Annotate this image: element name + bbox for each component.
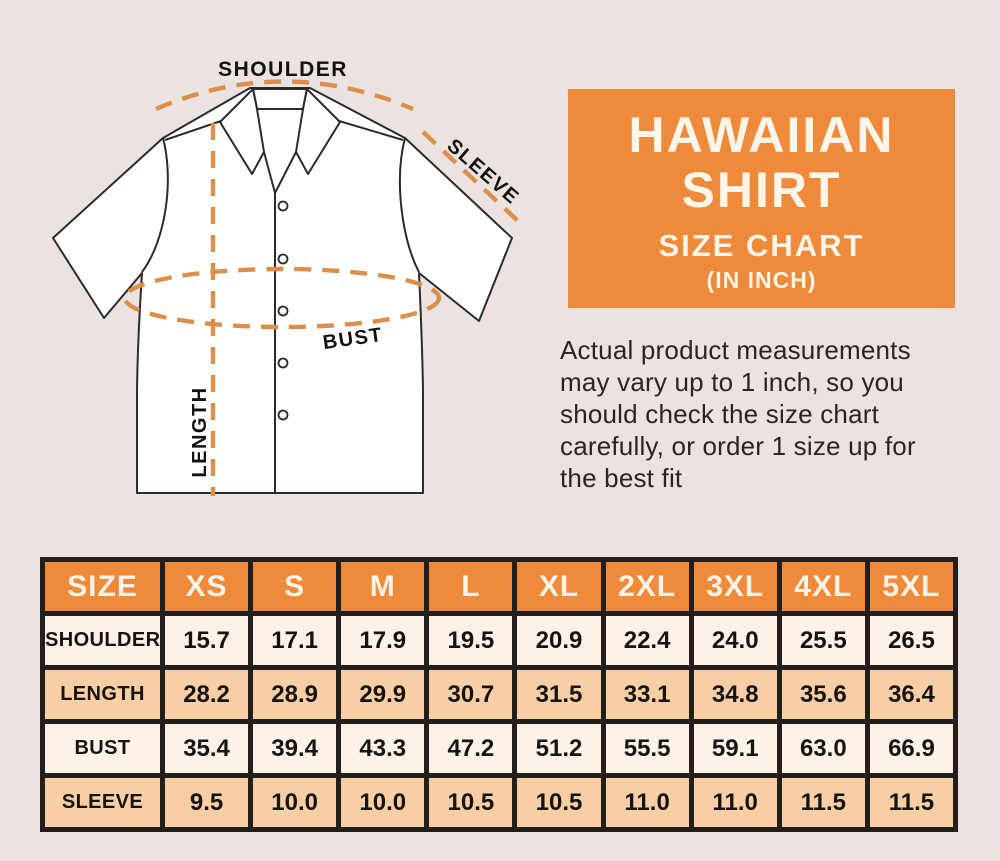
shirt-measurement-diagram — [25, 45, 555, 550]
table-cell: 29.9 — [339, 668, 427, 722]
unit-note: (IN INCH) — [706, 267, 817, 293]
table-cell: 19.5 — [427, 614, 515, 668]
table-cell: 33.1 — [603, 668, 691, 722]
table-cell: 35.6 — [779, 668, 867, 722]
table-cell: 59.1 — [691, 722, 779, 776]
col-header-4xl: 4XL — [779, 560, 867, 614]
shoulder-label: SHOULDER — [218, 58, 348, 81]
table-row-sleeve — [43, 776, 956, 830]
table-cell: 34.8 — [691, 668, 779, 722]
table-cell: 10.5 — [427, 776, 515, 830]
table-cell: 11.0 — [603, 776, 691, 830]
shirt-body-outline — [53, 88, 512, 493]
row-label: BUST — [43, 722, 163, 776]
table-cell: 30.7 — [427, 668, 515, 722]
table-cell: 35.4 — [163, 722, 251, 776]
col-header-m: M — [339, 560, 427, 614]
table-cell: 47.2 — [427, 722, 515, 776]
table-row-shoulder — [43, 614, 956, 668]
table-cell: 28.9 — [251, 668, 339, 722]
col-header-2xl: 2XL — [603, 560, 691, 614]
title-line-1: HAWAIIAN — [628, 107, 895, 163]
table-row-bust — [43, 722, 956, 776]
col-header-xs: XS — [163, 560, 251, 614]
table-header-row — [43, 560, 956, 614]
col-header-xl: XL — [515, 560, 603, 614]
shirt-collar-band — [253, 89, 307, 109]
table-cell: 15.7 — [163, 614, 251, 668]
table-cell: 55.5 — [603, 722, 691, 776]
table-cell: 17.9 — [339, 614, 427, 668]
table-cell: 24.0 — [691, 614, 779, 668]
table-cell: 10.5 — [515, 776, 603, 830]
table-cell: 10.0 — [339, 776, 427, 830]
table-cell: 9.5 — [163, 776, 251, 830]
table-cell: 51.2 — [515, 722, 603, 776]
description-line: carefully, or order 1 size up for — [560, 431, 916, 461]
row-label: LENGTH — [43, 668, 163, 722]
table-cell: 11.5 — [779, 776, 867, 830]
title-box — [568, 89, 955, 308]
col-header-s: S — [251, 560, 339, 614]
table-cell: 31.5 — [515, 668, 603, 722]
length-label: LENGTH — [189, 386, 211, 478]
table-cell: 28.2 — [163, 668, 251, 722]
table-cell: 20.9 — [515, 614, 603, 668]
table-row-length — [43, 668, 956, 722]
col-header-l: L — [427, 560, 515, 614]
table-cell: 36.4 — [867, 668, 955, 722]
table-cell: 17.1 — [251, 614, 339, 668]
description-line: may vary up to 1 inch, so you — [560, 367, 904, 397]
subtitle: SIZE CHART — [658, 228, 865, 263]
size-table — [40, 557, 958, 832]
description-line: the best fit — [560, 463, 683, 493]
table-cell: 10.0 — [251, 776, 339, 830]
table-cell: 22.4 — [603, 614, 691, 668]
table-cell: 66.9 — [867, 722, 955, 776]
table-cell: 26.5 — [867, 614, 955, 668]
bust-label: BUST — [321, 323, 385, 355]
row-label: SHOULDER — [43, 614, 163, 668]
description-line: Actual product measurements — [560, 335, 911, 365]
title-line-2: SHIRT — [681, 162, 842, 218]
row-label: SLEEVE — [43, 776, 163, 830]
description-text — [560, 334, 970, 494]
col-header-5xl: 5XL — [867, 560, 955, 614]
col-header-size: SIZE — [43, 560, 163, 614]
table-cell: 63.0 — [779, 722, 867, 776]
table-cell: 11.5 — [867, 776, 955, 830]
table-cell: 39.4 — [251, 722, 339, 776]
col-header-3xl: 3XL — [691, 560, 779, 614]
table-cell: 43.3 — [339, 722, 427, 776]
table-cell: 25.5 — [779, 614, 867, 668]
table-cell: 11.0 — [691, 776, 779, 830]
sleeve-label: SLEEVE — [442, 134, 524, 210]
description-line: should check the size chart — [560, 399, 880, 429]
